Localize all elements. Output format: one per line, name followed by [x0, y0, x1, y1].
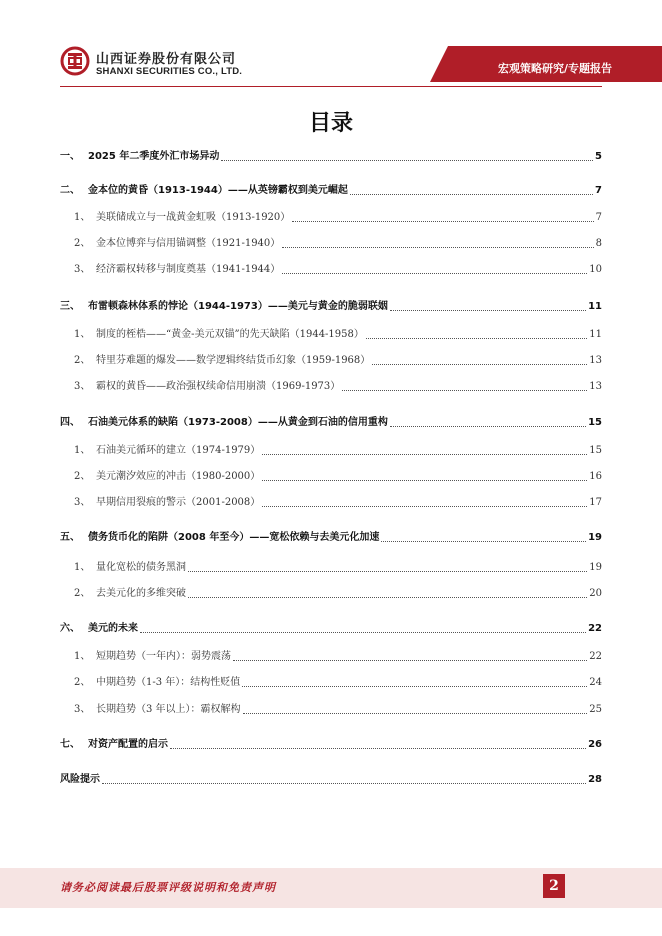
- toc-section-entry[interactable]: [60, 211, 602, 225]
- toc-entry-page: 19: [588, 532, 602, 543]
- toc-section-entry[interactable]: [60, 703, 602, 717]
- toc-entry-title: 早期信用裂痕的警示（2001-2008）: [96, 497, 261, 508]
- toc-section-entry[interactable]: [60, 354, 602, 368]
- toc-entry-page: 15: [589, 445, 602, 456]
- toc-section-entry[interactable]: [60, 263, 602, 277]
- toc-entry-page: 17: [589, 497, 602, 508]
- page-header: [0, 0, 662, 90]
- toc-dot-leader: [221, 159, 593, 161]
- toc-entry-title: 经济霸权转移与制度奠基（1941-1944）: [96, 264, 281, 275]
- toc-entry-number: 1、: [74, 562, 91, 573]
- toc-dot-leader: [381, 540, 586, 542]
- toc-entry-number: 二、: [60, 185, 80, 196]
- toc-entry-number: 3、: [74, 264, 91, 275]
- toc-dot-leader: [390, 309, 586, 311]
- toc-dot-leader: [262, 453, 587, 455]
- toc-chapter-entry[interactable]: [60, 531, 602, 545]
- header-divider: [60, 86, 602, 87]
- toc-dot-leader: [372, 363, 587, 365]
- toc-dot-leader: [366, 337, 587, 339]
- toc-entry-page: 13: [589, 355, 602, 366]
- toc-section-entry[interactable]: [60, 444, 602, 458]
- toc-dot-leader: [292, 220, 593, 222]
- toc-entry-title: 债务货币化的陷阱（2008 年至今）——宽松依赖与去美元化加速: [88, 532, 380, 543]
- toc-dot-leader: [243, 712, 588, 714]
- toc-chapter-entry[interactable]: [60, 622, 602, 636]
- toc-entry-number: 2、: [74, 471, 91, 482]
- toc-entry-page: 28: [588, 774, 602, 785]
- report-type-label: 宏观策略研究/专题报告: [497, 62, 612, 75]
- toc-entry-title: 金本位博弈与信用锚调整（1921-1940）: [96, 238, 281, 249]
- toc-entry-title: 风险提示: [60, 774, 100, 785]
- toc-entry-title: 石油美元循环的建立（1974-1979）: [96, 445, 261, 456]
- toc-entry-page: 15: [588, 417, 602, 428]
- toc-entry-title: 中期趋势（1-3 年）：结构性贬值: [96, 677, 241, 688]
- toc-dot-leader: [188, 596, 587, 598]
- toc-entry-number: 2、: [74, 677, 91, 688]
- toc-entry-title: 金本位的黄昏（1913-1944）——从英镑霸权到美元崛起: [88, 185, 348, 196]
- toc-entry-number: 2、: [74, 588, 91, 599]
- toc-entry-page: 16: [589, 471, 602, 482]
- company-name-en: SHANXI SECURITIES CO., LTD.: [96, 66, 243, 77]
- toc-entry-title: 美元潮汐效应的冲击（1980-2000）: [96, 471, 261, 482]
- toc-entry-number: 1、: [74, 212, 91, 223]
- toc-entry-page: 8: [595, 238, 602, 249]
- toc-dot-leader: [262, 479, 587, 481]
- toc-chapter-entry[interactable]: [60, 416, 602, 430]
- toc-entry-title: 短期趋势（一年内）：弱势震荡: [96, 651, 231, 662]
- toc-section-entry[interactable]: [60, 676, 602, 690]
- toc-entry-page: 24: [589, 677, 602, 688]
- toc-entry-title: 2025 年二季度外汇市场异动: [88, 151, 220, 162]
- toc-entry-page: 26: [588, 739, 602, 750]
- toc-chapter-entry[interactable]: [60, 184, 602, 198]
- toc-title: 目录: [308, 111, 353, 136]
- shanxi-securities-logo-icon: [60, 46, 90, 76]
- toc-entry-page: 13: [589, 381, 602, 392]
- toc-entry-page: 11: [589, 329, 602, 340]
- toc-entry-number: 七、: [60, 739, 80, 750]
- toc-section-entry[interactable]: [60, 587, 602, 601]
- toc-entry-number: 1、: [74, 329, 91, 340]
- toc-entry-page: 22: [589, 651, 602, 662]
- toc-chapter-entry[interactable]: [60, 773, 602, 787]
- toc-entry-number: 1、: [74, 651, 91, 662]
- toc-entry-page: 7: [595, 185, 602, 196]
- toc-dot-leader: [242, 685, 587, 687]
- toc-section-entry[interactable]: [60, 470, 602, 484]
- toc-entry-number: 3、: [74, 704, 91, 715]
- toc-entry-number: 四、: [60, 417, 80, 428]
- toc-entry-number: 六、: [60, 623, 80, 634]
- toc-entry-page: 20: [589, 588, 602, 599]
- toc-entry-title: 长期趋势（3 年以上）：霸权解构: [96, 704, 241, 715]
- toc-entry-title: 石油美元体系的缺陷（1973-2008）——从黄金到石油的信用重构: [88, 417, 388, 428]
- toc-entry-title: 霸权的黄昏——政治强权续命信用崩溃（1969-1973）: [96, 381, 341, 392]
- toc-section-entry[interactable]: [60, 650, 602, 664]
- toc-entry-title: 特里芬难题的爆发——数学逻辑终结货币幻象（1959-1968）: [96, 355, 371, 366]
- toc-entry-number: 2、: [74, 238, 91, 249]
- toc-dot-leader: [262, 505, 587, 507]
- toc-section-entry[interactable]: [60, 328, 602, 342]
- toc-entry-title: 美元的未来: [88, 623, 138, 634]
- toc-dot-leader: [350, 193, 593, 195]
- toc-entry-page: 5: [595, 151, 602, 162]
- toc-section-entry[interactable]: [60, 561, 602, 575]
- toc-dot-leader: [140, 631, 586, 633]
- toc-entry-page: 22: [588, 623, 602, 634]
- company-name-cn: 山西证券股份有限公司: [96, 52, 237, 67]
- toc-dot-leader: [390, 425, 586, 427]
- page-number: 2: [543, 874, 565, 898]
- toc-entry-number: 1、: [74, 445, 91, 456]
- toc-section-entry[interactable]: [60, 237, 602, 251]
- disclaimer-note: 请务必阅读最后股票评级说明和免责声明: [60, 881, 276, 894]
- toc-chapter-entry[interactable]: [60, 738, 602, 752]
- toc-dot-leader: [170, 747, 586, 749]
- toc-entry-number: 一、: [60, 151, 80, 162]
- toc-section-entry[interactable]: [60, 380, 602, 394]
- toc-entry-page: 10: [589, 264, 602, 275]
- toc-dot-leader: [102, 782, 586, 784]
- toc-entry-title: 制度的桎梏——“黄金-美元双锚”的先天缺陷（1944-1958）: [96, 329, 364, 340]
- toc-entry-title: 美联储成立与一战黄金虹吸（1913-1920）: [96, 212, 291, 223]
- toc-entry-number: 3、: [74, 497, 91, 508]
- toc-section-entry[interactable]: [60, 496, 602, 510]
- toc-chapter-entry[interactable]: [60, 150, 602, 164]
- toc-dot-leader: [188, 570, 587, 572]
- toc-entry-page: 25: [589, 704, 602, 715]
- toc-entry-number: 五、: [60, 532, 80, 543]
- toc-entry-number: 三、: [60, 301, 80, 312]
- toc-dot-leader: [282, 246, 593, 248]
- toc-entry-title: 布雷顿森林体系的悖论（1944-1973）——美元与黄金的脆弱联姻: [88, 301, 388, 312]
- toc-entry-page: 19: [589, 562, 602, 573]
- toc-dot-leader: [342, 389, 587, 391]
- toc-entry-title: 量化宽松的债务黑洞: [96, 562, 186, 573]
- toc-entry-number: 3、: [74, 381, 91, 392]
- toc-entry-title: 对资产配置的启示: [88, 739, 168, 750]
- toc-dot-leader: [233, 659, 587, 661]
- toc-entry-page: 7: [595, 212, 602, 223]
- toc-chapter-entry[interactable]: [60, 300, 602, 314]
- toc-entry-number: 2、: [74, 355, 91, 366]
- toc-entry-page: 11: [588, 301, 602, 312]
- toc-dot-leader: [282, 272, 587, 274]
- toc-entry-title: 去美元化的多维突破: [96, 588, 186, 599]
